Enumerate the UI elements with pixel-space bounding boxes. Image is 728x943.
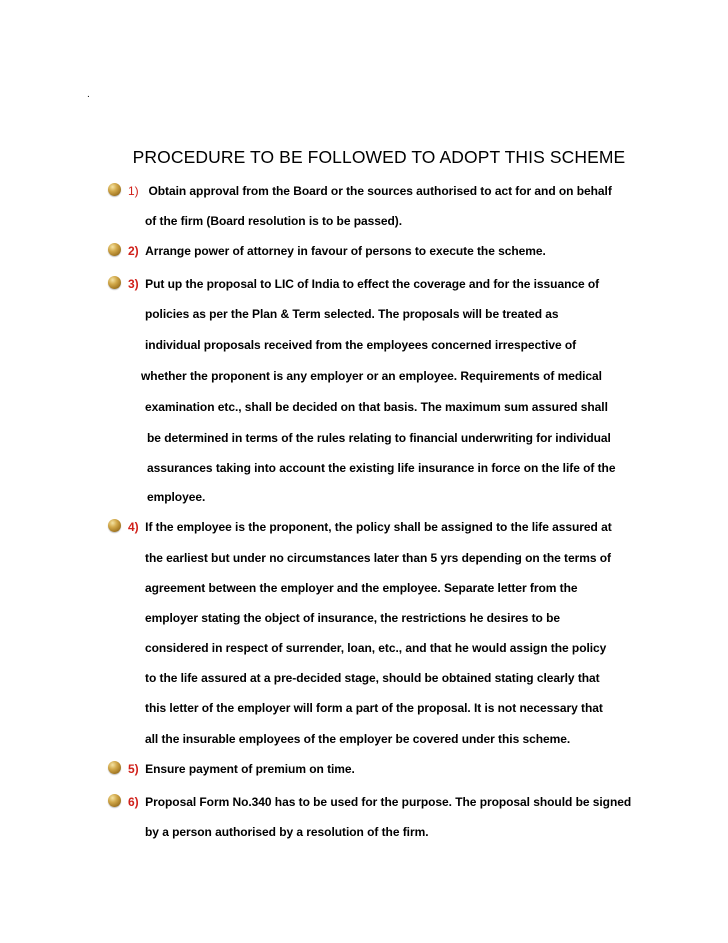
item-number: 3) xyxy=(128,277,139,291)
list-item-4-line-2: the earliest but under no circumstances later than 5 yrs depending on the terms of xyxy=(145,551,612,565)
bullet-icon xyxy=(108,183,121,196)
list-item-3-line-1: 3) Put up the proposal to LIC of India to effect the coverage and for the issuance of xyxy=(128,277,600,291)
list-item-1-line-1: 1) Obtain approval from the Board or the sources authorised to act for and on behalf xyxy=(128,184,612,198)
list-item-2-line-1: 2) Arrange power of attorney in favour of persons to execute the scheme. xyxy=(128,244,546,258)
list-item-3-line-8: employee. xyxy=(147,490,206,504)
item-number: 4) xyxy=(128,520,139,534)
page-title: PROCEDURE TO BE FOLLOWED TO ADOPT THIS SCHEME xyxy=(132,147,626,167)
list-item-3-line-3: individual proposals received from the employees concerned irrespective of xyxy=(145,338,577,352)
bullet-icon xyxy=(108,519,121,532)
bullet-icon xyxy=(108,761,121,774)
bullet-icon xyxy=(108,276,121,289)
list-item-4-line-1: 4) If the employee is the proponent, the policy shall be assigned to the life assured at xyxy=(128,520,612,534)
item-number: 6) xyxy=(128,795,139,809)
list-item-4-line-5: considered in respect of surrender, loan, etc., and that he would assign the policy xyxy=(145,641,607,655)
list-item-1-line-2: of the firm (Board resolution is to be passed). xyxy=(145,214,403,228)
list-item-5-line-1: 5) Ensure payment of premium on time. xyxy=(128,762,355,776)
list-item-6-line-1: 6) Proposal Form No.340 has to be used for the purpose. The proposal should be signed xyxy=(128,795,632,809)
list-item-3-line-7: assurances taking into account the existing life insurance in force on the life of the xyxy=(147,461,616,475)
list-item-3-line-2: policies as per the Plan & Term selected. The proposals will be treated as xyxy=(145,307,559,321)
list-item-6-line-2: by a person authorised by a resolution of the firm. xyxy=(145,825,429,839)
bullet-icon xyxy=(108,243,121,256)
list-item-3-line-6: be determined in terms of the rules relating to financial underwriting for individual xyxy=(147,431,611,445)
item-number: 1) xyxy=(128,184,139,198)
list-item-3-line-4: whether the proponent is any employer or an employee. Requirements of medical xyxy=(141,369,602,383)
page-mark: . xyxy=(87,89,90,100)
list-item-4-line-4: employer stating the object of insurance, the restrictions he desires to be xyxy=(145,611,561,625)
item-number: 5) xyxy=(128,762,139,776)
list-item-4-line-6: to the life assured at a pre-decided stage, should be obtained stating clearly that xyxy=(145,671,600,685)
list-item-4-line-3: agreement between the employer and the employee. Separate letter from the xyxy=(145,581,578,595)
item-number: 2) xyxy=(128,244,139,258)
list-item-4-line-7: this letter of the employer will form a part of the proposal. It is not necessary that xyxy=(145,701,603,715)
list-item-3-line-5: examination etc., shall be decided on that basis. The maximum sum assured shall xyxy=(145,400,608,414)
list-item-4-line-8: all the insurable employees of the employer be covered under this scheme. xyxy=(145,732,571,746)
bullet-icon xyxy=(108,794,121,807)
